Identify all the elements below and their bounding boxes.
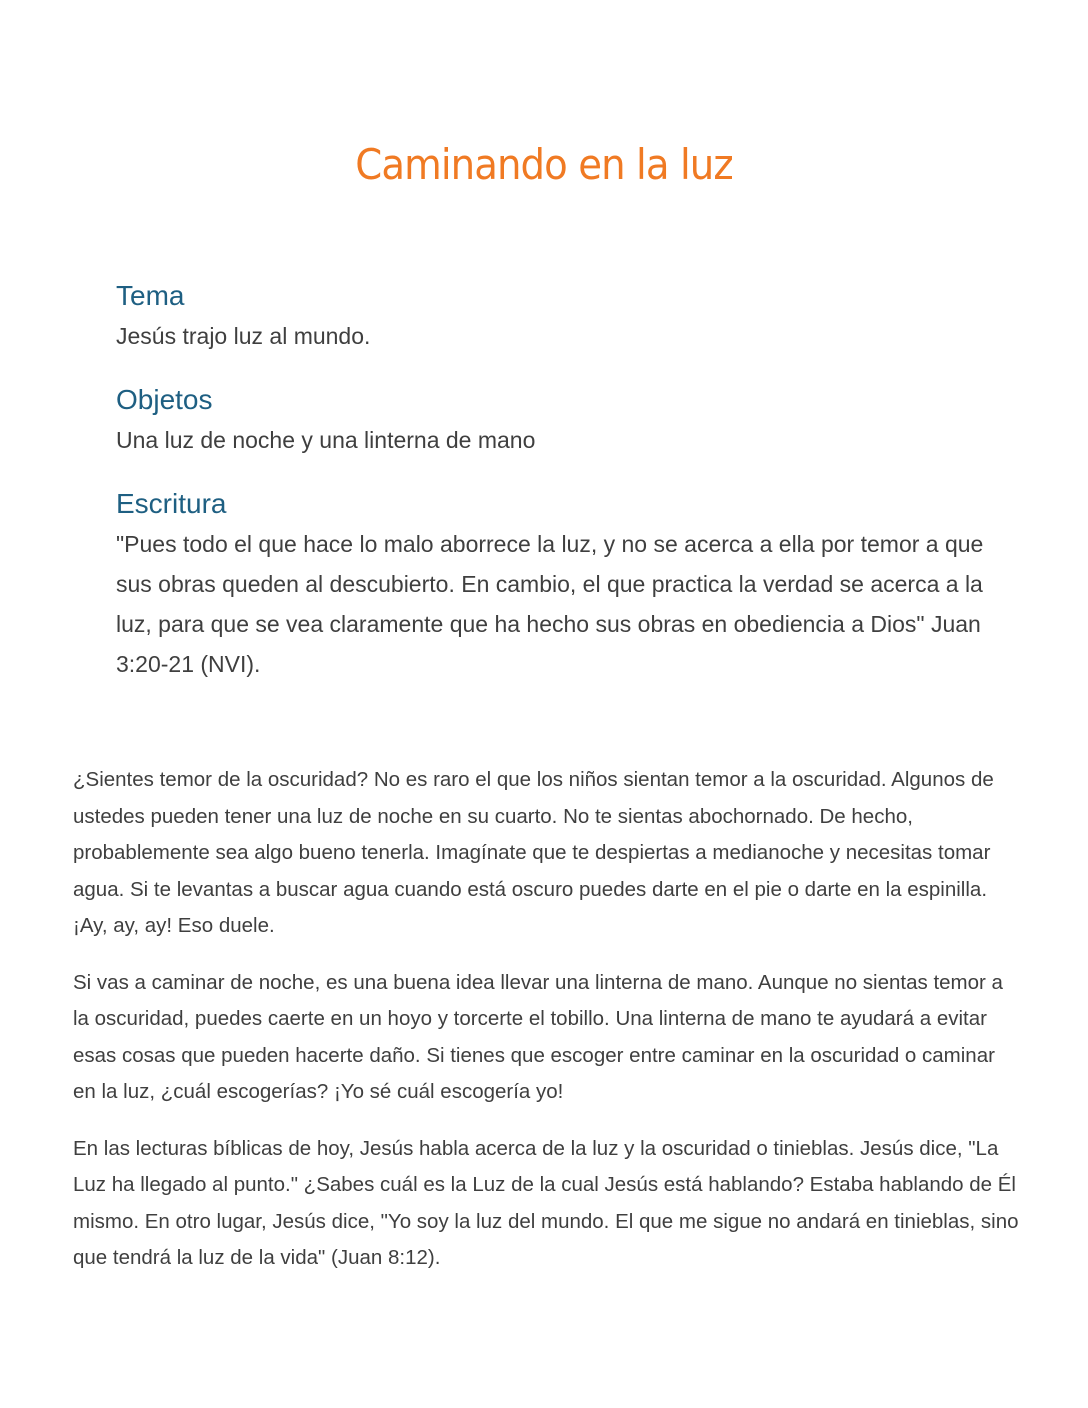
paragraph: En las lecturas bíblicas de hoy, Jesús habla acerca de la luz y la oscuridad o tinieblas. Jesús dice, "La Luz ha llegado al punto." ¿Sabes cuál es la Luz de la cual Jesús está hablando? Estaba hablando de Él mismo. En otro lugar, Jesús dice, "Yo soy la luz del mundo. El que me sigue no andará en tinieblas, sino que tendrá la luz de la vida" (Juan 8:12). xyxy=(73,1136,1019,1269)
paragraph: Si vas a caminar de noche, es una buena idea llevar una linterna de mano. Aunque no sientas temor a la oscuridad, puedes caerte en un hoyo y torcerte el tobillo. Una linterna de mano te ayudará a evitar esas cosas que pueden hacerte daño. Si tienes que escoger entre caminar en la oscuridad o caminar en la luz, ¿cuál escogerías? ¡Yo sé cuál escogería yo! xyxy=(73,970,1003,1103)
paragraph: ¿Sientes temor de la oscuridad? No es raro el que los niños sientan temor a la oscuridad. Algunos de ustedes pueden tener una luz de noche en su cuarto. No te sientas abochornado. De hecho, probablemente sea algo bueno tenerla. Imagínate que te despiertas a medianoche y necesitas tomar agua. Si te levantas a buscar agua cuando está oscuro puedes darte en el pie o darte en la espinilla. ¡Ay, ay, ay! Eso duele. xyxy=(73,768,994,937)
lesson-body xyxy=(73,762,1023,1297)
lesson-summary xyxy=(116,278,996,710)
theme-heading: Tema xyxy=(116,280,185,311)
objects-text: Una luz de noche y una linterna de mano xyxy=(116,427,536,453)
scripture-text: "Pues todo el que hace lo malo aborrece la luz, y no se acerca a ella por temor a que sus obras queden al descubierto. En cambio, el que practica la verdad se acerca a la luz, para que se vea claramente que ha hecho sus obras en obediencia a Dios" Juan 3:20-21 (NVI). xyxy=(116,531,984,677)
theme-text: Jesús trajo luz al mundo. xyxy=(116,323,371,349)
page-title: Caminando en la luz xyxy=(355,140,733,189)
scripture-heading: Escritura xyxy=(116,488,227,519)
objects-heading: Objetos xyxy=(116,384,213,415)
